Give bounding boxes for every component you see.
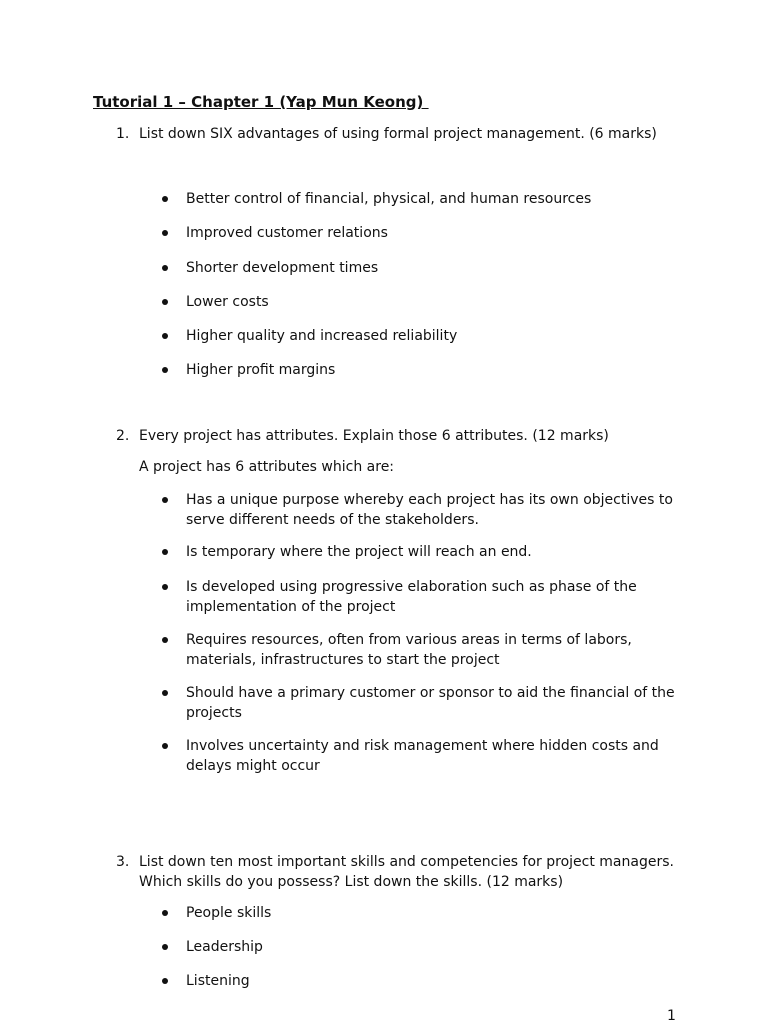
bullet-icon <box>162 230 168 236</box>
list-item: Has a unique purpose whereby each project has its own objectives to serve different needs of the stakeholders. <box>186 492 673 528</box>
list-item: Improved customer relations <box>186 225 388 241</box>
bullet-icon <box>162 690 168 696</box>
list-item: People skills <box>186 905 272 921</box>
list-item: Listening <box>186 973 250 989</box>
bullet-icon <box>162 196 168 202</box>
bullet-icon <box>162 743 168 749</box>
list-item: Shorter development times <box>186 260 379 276</box>
list-item: Should have a primary customer or sponsor to aid the financial of the projects <box>186 685 675 721</box>
question-number: 2. <box>116 428 130 444</box>
list-item: Is developed using progressive elaboration such as phase of the implementation of the project <box>186 579 637 615</box>
bullet-icon <box>162 497 168 503</box>
bullet-icon <box>162 265 168 271</box>
list-item: Is temporary where the project will reach an end. <box>186 544 532 560</box>
question-text: Every project has attributes. Explain those 6 attributes. (12 marks) <box>139 428 609 444</box>
bullet-icon <box>162 944 168 950</box>
list-item: Lower costs <box>186 294 269 310</box>
bullet-icon <box>162 367 168 373</box>
bullet-icon <box>162 910 168 916</box>
bullet-icon <box>162 549 168 555</box>
document-title: Tutorial 1 – Chapter 1 (Yap Mun Keong) <box>93 93 429 111</box>
question-text: List down ten most important skills and competencies for project managers. Which skills do you possess? List down the skills. (12 marks) <box>139 854 674 890</box>
list-item: Involves uncertainty and risk management where hidden costs and delays might occur <box>186 738 659 774</box>
question-number: 3. <box>116 854 130 870</box>
page-number: 1 <box>667 1008 676 1024</box>
bullet-icon <box>162 333 168 339</box>
list-item: Higher profit margins <box>186 362 336 378</box>
bullet-icon <box>162 299 168 305</box>
list-item: Higher quality and increased reliability <box>186 328 458 344</box>
answer-intro: A project has 6 attributes which are: <box>139 459 395 475</box>
question-text: List down SIX advantages of using formal project management. (6 marks) <box>139 126 657 142</box>
list-item: Better control of financial, physical, and human resources <box>186 191 592 207</box>
bullet-icon <box>162 978 168 984</box>
bullet-icon <box>162 584 168 590</box>
question-number: 1. <box>116 126 130 142</box>
list-item: Leadership <box>186 939 263 955</box>
bullet-icon <box>162 637 168 643</box>
list-item: Requires resources, often from various areas in terms of labors, materials, infrastructures to start the project <box>186 632 632 668</box>
